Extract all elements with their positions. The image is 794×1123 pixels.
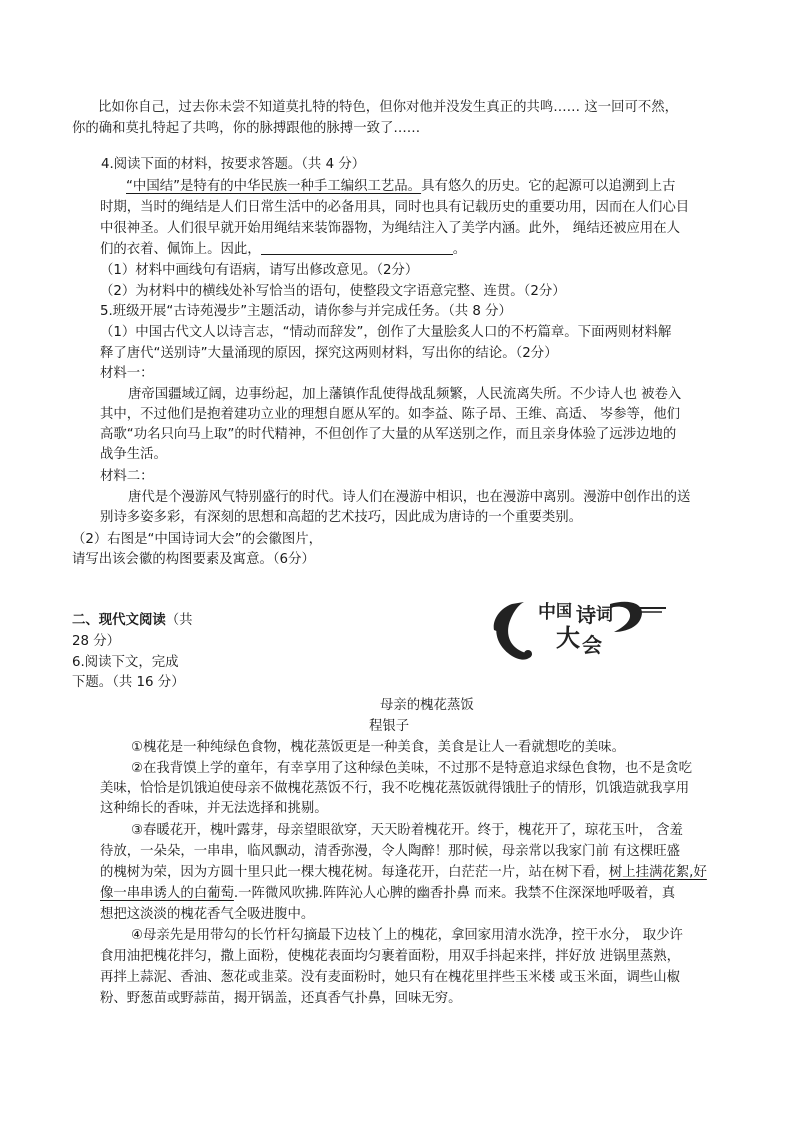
q4-para-line-4-end: 。 (452, 242, 467, 257)
section-2-heading-text: 二、现代文阅读 (72, 613, 166, 628)
q4-sub-question-1: （1）材料中画线句有语病，请写出修改意见。（2分） (100, 263, 419, 278)
logo-char-3: 诗 (576, 603, 596, 627)
article-title: 母亲的槐花蒸饭 (380, 698, 474, 713)
article-para-4-line-4: 粉、野葱苗或野蒜苗，揭开锅盖，还真香气扑鼻，回味无穷。 (100, 991, 462, 1006)
q6-instruction-line-1: 6.阅读下文，完成 (72, 655, 179, 670)
logo-char-5: 大 (556, 623, 580, 652)
article-para-3-underlined-part-2: 像一串串诱人的白葡萄 (100, 886, 234, 901)
article-para-4-line-1: ④母亲先是用带勾的长竹杆勾摘最下边枝丫上的槐花，拿回家用清水洗净，控干水分， 取少许 (131, 928, 683, 943)
article-para-2-line-3: 这种绵长的香味，并无法选择和挑剔。 (100, 801, 328, 816)
material-2-line-1: 唐代是个漫游风气特别盛行的时代。诗人们在漫游中相识，也在漫游中离别。漫游中创作出的送 (128, 490, 691, 505)
intro-line-2: 你的确和莫扎特起了共鸣，你的脉搏跟他的脉搏一致了…… (72, 121, 421, 136)
q4-para-line-1 (126, 177, 676, 197)
q5-sub-question-1-line-2: 释了唐代“送别诗”大量涌现的原因，探究这两则材料，写出你的结论。（2分） (100, 346, 558, 361)
article-para-3-line-4-text: .一阵微风吹拂.阵阵沁人心脾的幽香扑鼻 而来。我禁不住深深地呼吸着，真 (233, 886, 676, 901)
section-2-heading-suffix: （共 (165, 613, 193, 628)
article-para-4-line-3: 再拌上蒜泥、香油、葱花或韭菜。没有麦面粉时，她只有在槐花里拌些玉米楼 或玉米面，调些山椒 (100, 970, 681, 985)
q5-sub-question-2-line-2: 请写出该会徽的构图要素及寓意。（6分） (72, 552, 315, 567)
material-1-line-1: 唐帝国疆域辽阔，边事纷起，加上藩镇作乱使得战乱频繁，人民流离失所。不少诗人也 被卷入 (128, 387, 682, 402)
q4-sub-question-2: （2）为材料中的横线处补写恰当的语句，使整段文字语意完整、连贯。（2分） (100, 284, 566, 299)
q5-title: 5.班级开展“古诗苑漫步”主题活动，请你参与并完成任务。（共 8 分） (100, 304, 512, 319)
article-para-3-underlined-part-1: 树上挂满花絮,好 (608, 865, 707, 880)
article-para-3-line-2: 待放，一朵朵，一串串，临风飘动，清香弥漫，令人陶醉！那时候，母亲常以我家门前 有这棵旺盛 (100, 844, 681, 859)
logo-char-6: 会 (582, 633, 602, 657)
material-2-line-2: 别诗多姿多彩，有深刻的思想和高超的艺术技巧，因此成为唐诗的一个重要类别。 (100, 510, 583, 525)
article-para-2-line-1: ②在我背馍上学的童年，有幸享用了这种绿色美味，不过那不是特意追求绿色食物，也不是贪吃 (131, 761, 693, 776)
article-para-3-line-1: ③春暖花开，槐叶露芽，母亲望眼欲穿，天天盼着槐花开。终于，槐花开了，琼花玉叶， 含羞 (131, 823, 683, 838)
logo-char-1: 中 (538, 602, 556, 623)
poetry-conference-logo (490, 590, 670, 668)
article-author: 程银子 (369, 719, 410, 734)
q4-answer-blank[interactable] (261, 240, 453, 255)
article-para-4-line-2: 食用油把槐花拌匀，撒上面粉，使槐花表面均匀裹着面粉，用双手抖起来拌，拌好放 进锅里蒸熟， (100, 949, 681, 964)
q4-title: 4.阅读下面的材料，按要求答题。（共 4 分） (101, 157, 366, 172)
logo-char-2: 国 (556, 601, 573, 620)
article-para-3-line-3-text: 的槐树为荣，因为方圆十里只此一棵大槐花树。每逢花开，白茫茫一片，站在树下看， (100, 865, 609, 880)
article-para-2-line-2: 美味，恰恰是饥饿迫使母亲不做槐花蒸饭不行，我不吃槐花蒸饭就得饿肚子的情形，饥饿造就我享用 (100, 781, 690, 796)
article-para-3-line-4 (100, 884, 675, 904)
q4-para-line-1-rest: 具有悠久的历史。它的起源可以追溯到上古 (421, 179, 676, 194)
q4-para-line-4 (100, 240, 466, 260)
q4-para-line-2: 时期，当时的绳结是人们日常生活中的必备用具，同时也具有记载历史的重要功用，因而在人们心目 (100, 200, 690, 215)
q6-instruction-line-2: 下题。（共 16 分） (72, 675, 185, 690)
q4-para-line-3: 中很神圣。人们很早就开始用绳结来装饰器物，为绳结注入了美学内涵。此外， 绳结还被应用在人 (100, 221, 681, 236)
q5-sub-question-2-line-1: （2）右图是“中国诗词大会”的会徽图片， (72, 532, 323, 547)
article-para-3-line-5: 想把这淡淡的槐花香气全吸进腹中。 (100, 907, 315, 922)
article-para-1: ①槐花是一种纯绿色食物，槐花蒸饭更是一种美食，美食是让人一看就想吃的美味。 (131, 740, 626, 755)
material-1-line-2: 其中，不过他们是抱着建功立业的理想自愿从军的。如李益、陈子昂、王维、高适、 岑参等，他们 (100, 407, 681, 422)
material-2-label: 材料二： (100, 469, 154, 484)
article-para-3-line-3 (100, 863, 707, 883)
material-1-label: 材料一： (100, 366, 154, 381)
q5-sub-question-1-line-1: （1）中国古代文人以诗言志，“情动而辞发”，创作了大量脍炙人口的不朽篇章。下面两则材料解 (100, 325, 672, 340)
material-1-line-4: 战争生活。 (100, 447, 167, 462)
q4-para-line-4-start: 们的衣着、佩饰上。因此， (100, 242, 261, 257)
section-2-points: 28 分） (72, 634, 121, 649)
section-2-heading (72, 611, 193, 631)
q4-underlined-sentence: “中国结”是特有的中华民族一种手工编织工艺品。 (126, 179, 422, 194)
intro-line-1: 比如你自己，过去你未尝不知道莫扎特的特色，但你对他并没发生真正的共鸣…… 这一回可不然， (98, 100, 679, 115)
logo-char-4: 词 (596, 605, 613, 625)
material-1-line-3: 高歌“功名只向马上取”的时代精神，不但创作了大量的从军送别之作，而且亲身体验了远涉边地的 (100, 427, 677, 442)
